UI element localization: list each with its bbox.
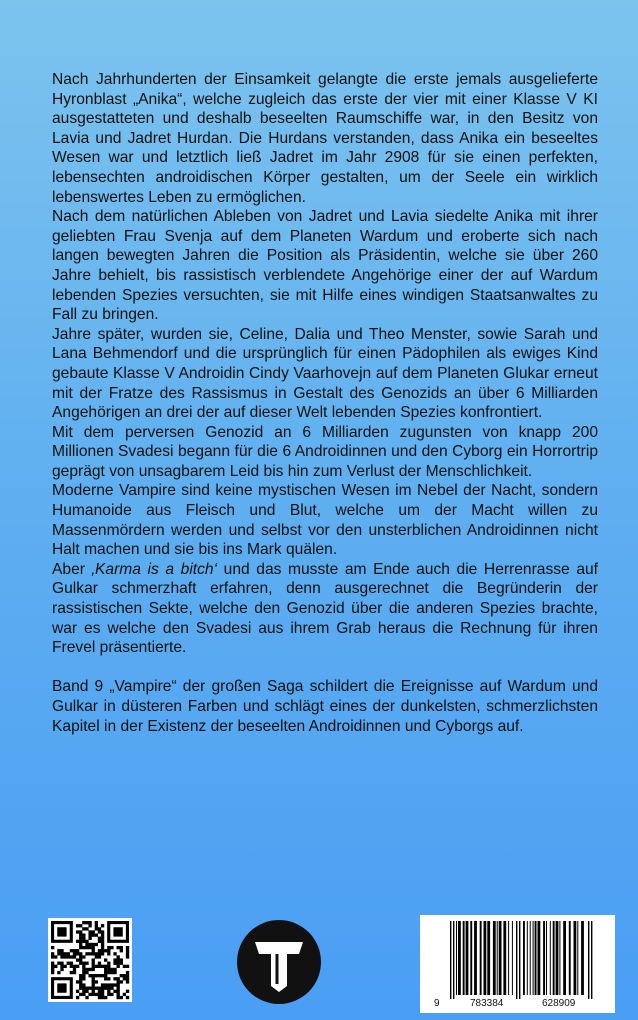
isbn-left-group: 783384	[470, 998, 504, 1009]
blurb-paragraph-2: Nach dem natürlichen Ableben von Jadret und Lavia siedelte Anika mit ihrer geliebten Frau Svenja auf dem Planeten Wardum und eroberte sich nach langen bewegten Jahren die Position als Präsidentin, welche sie über 260 Jahre behielt, bis rassistisch verblendete Angehörige einer der auf Wardum lebenden Spezies versuchten, sie mit Hilfe eines windigen Staatsanwaltes zu Fall zu bringen.	[52, 208, 598, 324]
blurb-paragraph-6	[52, 560, 598, 658]
blurb-paragraph-7: Band 9 „Vampire“ der großen Saga schildert die Ereignisse auf Wardum und Gulkar in düsteren Farben und schlägt eines der dunkelsten, schmerzlichsten Kapitel in der Existenz der beseelten Androidinnen und Cyborgs auf.	[52, 678, 598, 735]
blurb-paragraph-3: Jahre später, wurden sie, Celine, Dalia und Theo Menster, sowie Sarah und Lana Behmendorf und die ursprünglich für einen Pädophilen als ewiges Kind gebaute Klasse V Androidin Cindy Vaarhovejn auf dem Planeten Glukar erneut mit der Fratze des Rassismus in Gestalt des Genozids an über 6 Milliarden Angehörigen an drei der auf dieser Welt lebenden Spezies konfrontiert.	[52, 325, 598, 422]
blurb-p6-post: und das musste am Ende auch die Herrenrasse auf Gulkar schmerzhaft erfahren, denn ausgerechnet die Begründerin der rassistischen Sekte, welche den Genozid über die anderen Spezies brachte, war es welche den Svadesi aus ihrem Grab heraus die Rechnung für ihren Frevel präsentierte.	[52, 560, 599, 657]
isbn-right-group: 628909	[542, 998, 576, 1009]
publisher-logo-icon	[237, 920, 321, 1004]
karma-quote: ‚Karma is a bitch‘	[91, 560, 218, 578]
qr-code	[48, 918, 132, 1002]
back-cover-blurb	[52, 70, 598, 736]
blurb-paragraph-5: Moderne Vampire sind keine mystischen Wesen im Nebel der Nacht, sondern Humanoide aus Fleisch und Blut, welche um der Macht willen zu Massenmördern werden und selbst vor den unsterblichen Androidinnen nicht Halt machen und sie bis ins Mark quälen.	[52, 482, 598, 559]
blurb-paragraph-4: Mit dem perversen Genozid an 6 Milliarden zugunsten von knapp 200 Millionen Svadesi begann für die 6 Androidinnen und den Cyborg ein Horrortrip geprägt von unsagbarem Leid bis hin zum Verlust der Menschlichkeit.	[52, 423, 598, 480]
isbn-first-digit: 9	[434, 998, 440, 1009]
blurb-paragraph-1: Nach Jahrhunderten der Einsamkeit gelangte die erste jemals ausgelieferte Hyronblast „Anika“, welche zugleich das erste der vier mit einer Klasse V KI ausgestatteten und deshalb beseelten Raumschiffe war, in den Besitz von Lavia und Jadret Hurdan. Die Hurdans verstanden, dass Anika ein beseeltes Wesen war und letztlich ließ Jadret im Jahr 2908 für sie einen perfekten, lebensechten androidischen Körper gestalten, um der Seele ein wirklich lebenswertes Leben zu ermöglichen.	[52, 71, 598, 206]
blurb-p6-pre: Aber	[52, 560, 92, 578]
isbn-barcode	[420, 915, 615, 1013]
